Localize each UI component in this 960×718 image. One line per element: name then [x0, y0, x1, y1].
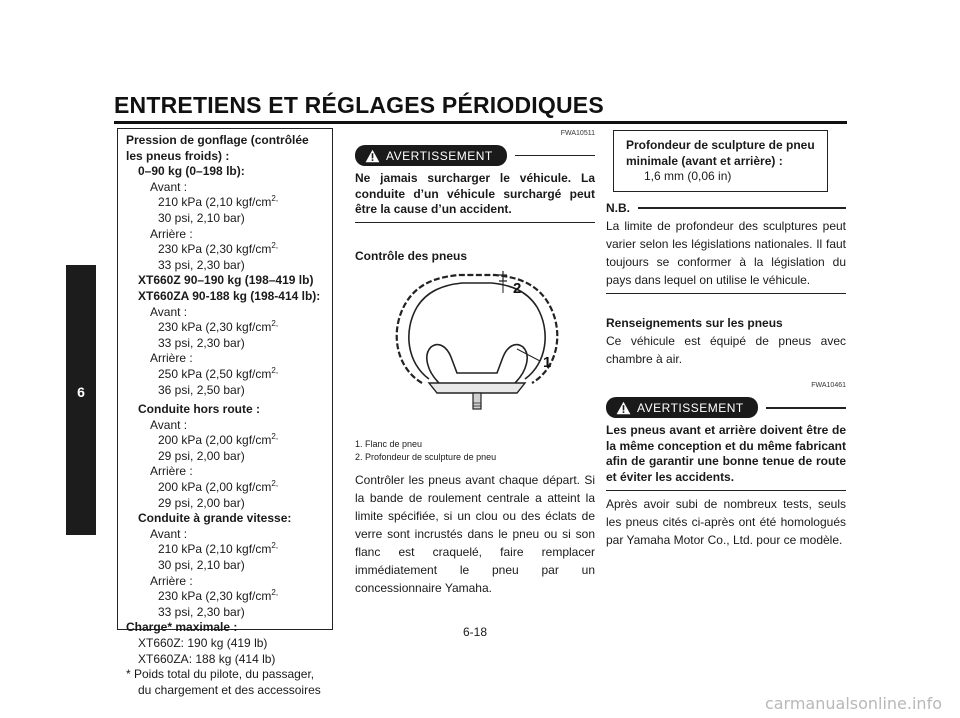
caption-item: 1. Flanc de pneu [355, 439, 423, 450]
warning-end-rule [606, 490, 846, 492]
rear-label: Arrière : [150, 464, 193, 479]
body-paragraph: Après avoir subi de nombreux tests, seuls les pneus cités ci-après ont été homologués par Yamaha Motor Co., Ltd. pour ce modèle. [606, 497, 846, 548]
pressure-value: 230 kPa (2,30 kgf/$cm^{2,}$ [158, 319, 279, 335]
pressure-value: 33 psi, 2,30 bar) [158, 335, 245, 350]
callout-number: 2 [513, 280, 522, 298]
min-depth-title: minimale (avant et arrière) : [626, 153, 783, 168]
warning-label: AVERTISSEMENT [386, 148, 493, 163]
load-range: XT660ZA 90-188 kg (198-414 lb): [138, 288, 321, 303]
pressure-value: 250 kPa (2,50 kgf/$cm^{2,}$ [158, 365, 279, 381]
max-load-label: Charge* maximale : [126, 620, 238, 635]
warning-header [606, 397, 846, 418]
warning-badge [355, 145, 507, 166]
right-column [606, 130, 846, 549]
chapter-tab [66, 265, 96, 535]
pressure-value: 230 kPa (2,30 kgf/$cm^{2,}$ [158, 241, 279, 257]
pressure-value: 33 psi, 2,30 bar) [158, 604, 245, 619]
warning-rule [515, 155, 595, 157]
section-title: Renseignements sur les pneus [606, 316, 783, 331]
pressure-value: 36 psi, 2,50 bar) [158, 382, 245, 397]
watermark: carmanualsonline.info [764, 694, 942, 713]
pressure-value: 200 kPa (2,00 kgf/$cm^{2,}$ [158, 432, 279, 448]
front-label: Avant : [150, 304, 188, 319]
footnote: * Poids total du pilote, du passager, [126, 667, 315, 682]
footnote: du chargement et des accessoires [138, 682, 321, 697]
page-title: ENTRETIENS ET RÉGLAGES PÉRIODIQUES [114, 92, 604, 118]
riding-condition: Conduite hors route : [138, 402, 260, 417]
warning-rule [766, 407, 846, 409]
page-number: 6-18 [463, 625, 488, 639]
min-depth-value: 1,6 mm (0,06 in) [644, 169, 732, 184]
max-load-value: XT660ZA: 188 kg (414 lb) [138, 651, 276, 666]
pressure-value: 29 psi, 2,00 bar) [158, 448, 245, 463]
nb-label: N.B. [606, 200, 630, 215]
warning-badge [606, 397, 758, 418]
pressure-value: 33 psi, 2,30 bar) [158, 257, 245, 272]
callout-number: 1 [543, 354, 552, 372]
pressure-value: 210 kPa (2,10 kgf/$cm^{2,}$ [158, 194, 279, 210]
header-rule [114, 121, 847, 124]
body-paragraph: Contrôler les pneus avant chaque départ. Si la bande de roulement centrale a atteint la limite spécifiée, si un clou ou des éclats de verre sont incrustés dans le pneu ou si son flanc est craquelé, faire remplacer immédiatement le pneu par un concessionnaire Yamaha. [355, 473, 595, 596]
warning-text: Les pneus avant et arrière doivent être de la même conception et du même fabricant afin de garantir une bonne tenue de route et éviter les accidents. [606, 423, 846, 485]
rear-label: Arrière : [150, 226, 193, 241]
section-title: Contrôle des pneus [355, 249, 468, 264]
min-depth-title: Profondeur de sculpture de pneu [626, 138, 815, 152]
max-load-value: XT660Z: 190 kg (419 lb) [138, 636, 268, 650]
spec-title: les pneus froids) : [126, 148, 230, 163]
nb-text: La limite de profondeur des sculptures peut varier selon les législations nationales. Il faut toujours se conformer à la législation du pays dans lequel on utilise le véhicule. [606, 218, 846, 287]
pressure-value: 200 kPa (2,00 kgf/$cm^{2,}$ [158, 479, 279, 495]
tire-cross-section-figure [367, 271, 587, 421]
nb-end-rule [606, 293, 846, 295]
spec-title: Pression de gonflage (contrôlée [126, 133, 309, 147]
warning-label: AVERTISSEMENT [637, 400, 744, 415]
warning-header [355, 145, 595, 166]
load-range: XT660Z 90–190 kg (198–419 lb) [138, 273, 314, 288]
warning-triangle-icon [616, 401, 631, 415]
front-label: Avant : [150, 526, 188, 541]
warning-code: FWA10511 [560, 130, 595, 137]
front-label: Avant : [150, 179, 188, 194]
riding-condition: Conduite à grande vitesse: [138, 511, 292, 526]
warning-end-rule [355, 222, 595, 224]
body-paragraph: Ce véhicule est équipé de pneus avec chambre à air. [606, 334, 846, 367]
chapter-number: 6 [77, 384, 85, 400]
pressure-value: 230 kPa (2,30 kgf/$cm^{2,}$ [158, 588, 279, 604]
load-range: 0–90 kg (0–198 lb): [138, 164, 245, 179]
tire-pressure-spec-box [117, 128, 333, 697]
pressure-value: 29 psi, 2,00 bar) [158, 495, 245, 510]
warning-triangle-icon [365, 149, 380, 163]
warning-text: Ne jamais surcharger le véhicule. La conduite d’un véhicule surchargé peut être la cause d’un accident. [355, 171, 595, 217]
rear-label: Arrière : [150, 351, 193, 366]
rear-label: Arrière : [150, 573, 193, 588]
middle-column [355, 130, 595, 597]
front-label: Avant : [150, 417, 188, 432]
pressure-value: 210 kPa (2,10 kgf/$cm^{2,}$ [158, 541, 279, 557]
warning-code: FWA10461 [811, 382, 846, 390]
caption-item: 2. Profondeur de sculpture de pneu [355, 451, 497, 462]
min-tread-depth-box [613, 130, 828, 192]
nb-rule [638, 207, 846, 209]
pressure-value: 30 psi, 2,10 bar) [158, 558, 245, 573]
pressure-value: 30 psi, 2,10 bar) [158, 210, 245, 225]
nb-header [606, 201, 846, 215]
figure-caption [355, 438, 595, 463]
